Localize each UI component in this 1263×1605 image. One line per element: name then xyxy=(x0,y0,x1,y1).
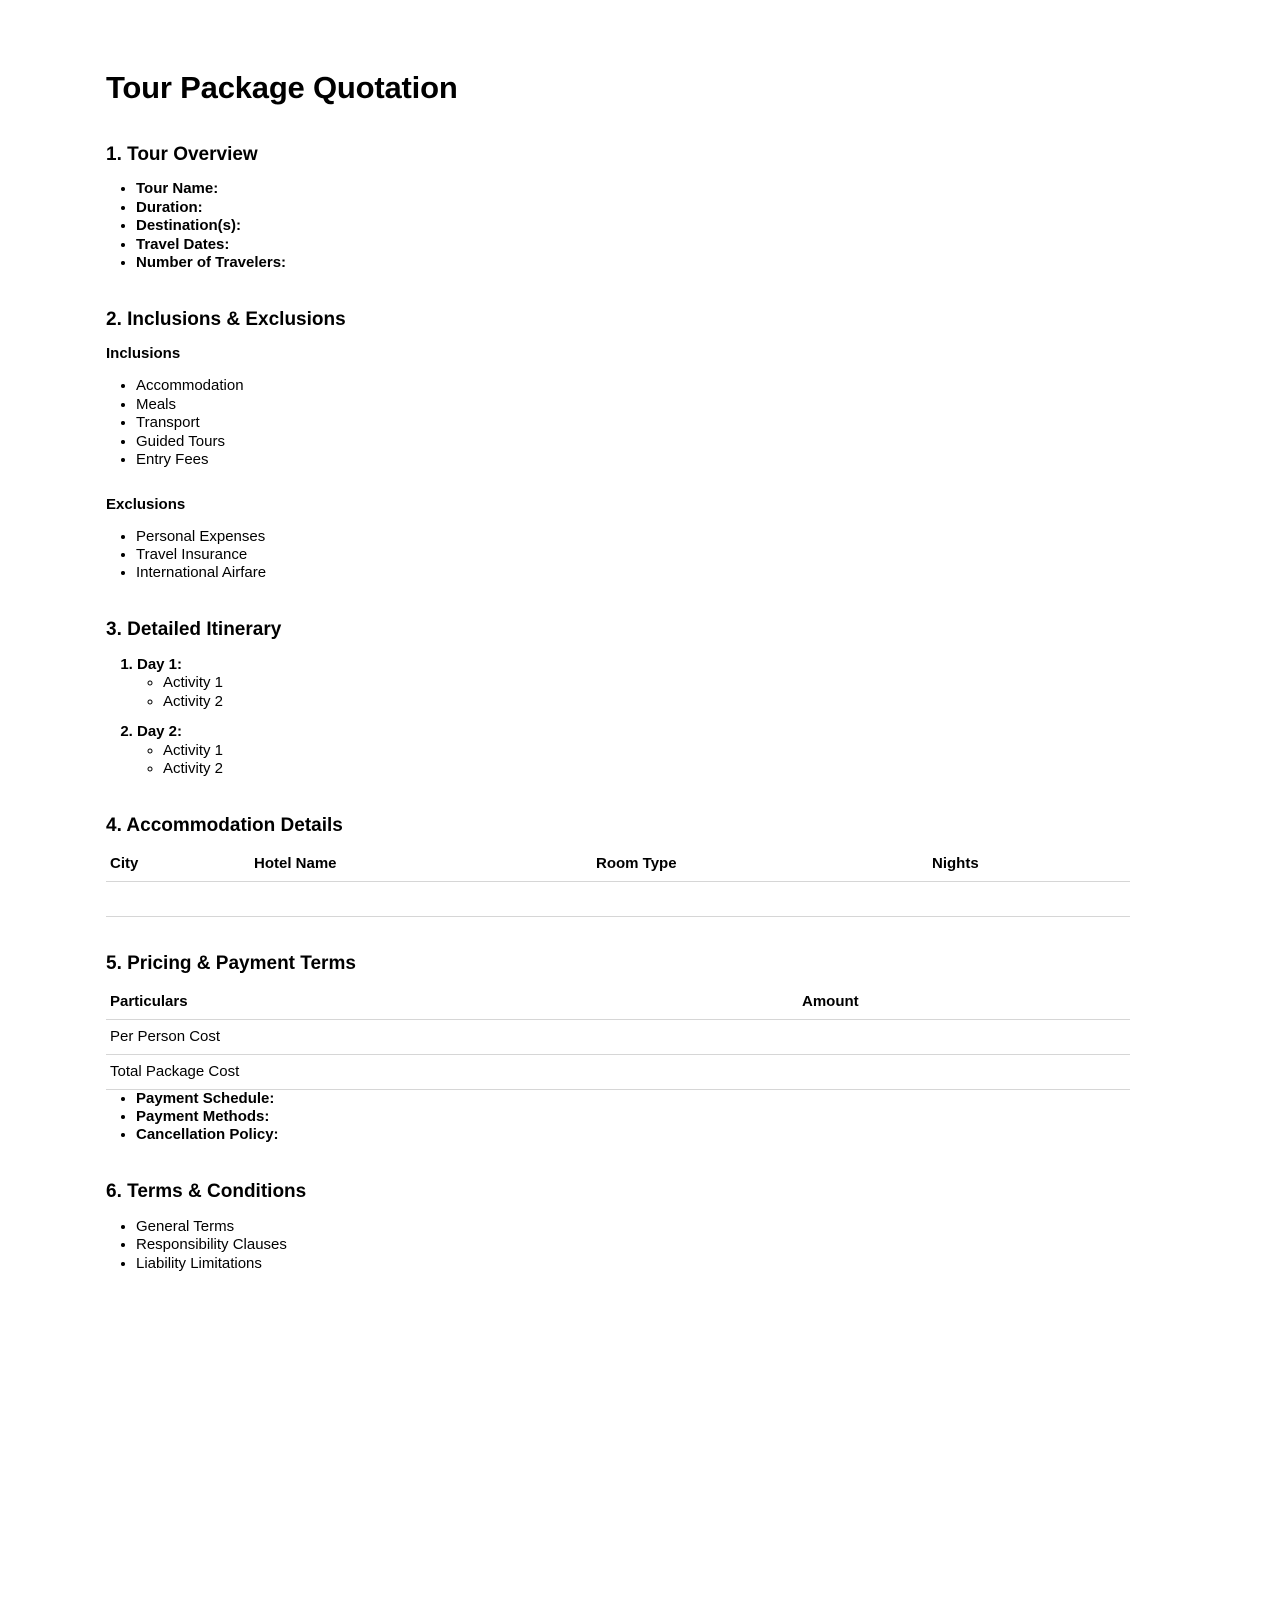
list-item: ◦ Activity 1 xyxy=(163,674,1157,693)
cell-particulars: Total Package Cost xyxy=(106,1054,798,1089)
subheading-inclusions: Inclusions xyxy=(106,345,181,363)
list-item: • Travel Insurance xyxy=(136,546,1157,564)
section-tour-overview xyxy=(106,144,1157,273)
list-item: • Payment Schedule: xyxy=(136,1090,1157,1108)
itinerary-day-label: Day 1: xyxy=(137,655,183,673)
cell-city xyxy=(106,881,250,916)
list-item: • Liability Limitations xyxy=(136,1255,1157,1273)
pricing-table-body xyxy=(106,1019,1130,1089)
list-item: • Tour Name: xyxy=(136,180,1157,198)
section-accommodation-details xyxy=(106,815,1157,917)
itinerary-day-list xyxy=(106,656,1157,779)
inclusions-block xyxy=(106,345,1157,469)
accommodation-table-head xyxy=(106,852,1130,882)
table-header-row xyxy=(106,852,1130,882)
accommodation-table xyxy=(106,852,1130,917)
section-inclusions-exclusions xyxy=(106,309,1157,583)
list-item: • Travel Dates: xyxy=(136,236,1157,254)
inclusions-list xyxy=(106,377,1157,469)
cell-particulars: Per Person Cost xyxy=(106,1019,798,1054)
list-item: ◦ Activity 2 xyxy=(163,693,1157,712)
pricing-table-wrapper xyxy=(106,990,1157,1090)
list-item: • General Terms xyxy=(136,1218,1157,1236)
cell-amount xyxy=(798,1054,1130,1089)
pricing-table xyxy=(106,990,1130,1090)
column-header-room-type: Room Type xyxy=(592,852,928,882)
exclusions-list xyxy=(106,528,1157,583)
subheading-exclusions: Exclusions xyxy=(106,495,186,513)
cell-nights xyxy=(928,881,1130,916)
column-header-amount: Amount xyxy=(798,990,1130,1020)
table-row xyxy=(106,1019,1130,1054)
list-item: • Payment Methods: xyxy=(136,1108,1157,1126)
section-heading-tour-overview: 1. Tour Overview xyxy=(106,143,258,165)
itinerary-day-label: Day 2: xyxy=(137,723,183,741)
section-heading-pricing-payment-terms: 5. Pricing & Payment Terms xyxy=(106,952,356,974)
list-item: • Duration: xyxy=(136,199,1157,217)
table-row xyxy=(106,1054,1130,1089)
list-item: • Entry Fees xyxy=(136,451,1157,469)
column-header-hotel-name: Hotel Name xyxy=(250,852,592,882)
cell-room-type xyxy=(592,881,928,916)
column-header-city: City xyxy=(106,852,250,882)
page-title: Tour Package Quotation xyxy=(106,70,458,105)
terms-conditions-list xyxy=(106,1218,1157,1273)
list-item: ◦ Activity 2 xyxy=(163,760,1157,779)
list-item: • Number of Travelers: xyxy=(136,254,1157,272)
list-item: • Accommodation xyxy=(136,377,1157,395)
cell-amount xyxy=(798,1019,1130,1054)
tour-overview-field-list xyxy=(106,180,1157,272)
exclusions-block xyxy=(106,496,1157,583)
table-row xyxy=(106,881,1130,916)
section-heading-detailed-itinerary: 3. Detailed Itinerary xyxy=(106,618,282,640)
list-item: • Transport xyxy=(136,414,1157,432)
payment-terms-list xyxy=(106,1090,1157,1145)
list-item: • Meals xyxy=(136,396,1157,414)
section-terms-conditions xyxy=(106,1181,1157,1273)
pricing-table-head xyxy=(106,990,1130,1020)
itinerary-day xyxy=(137,723,1157,779)
section-heading-accommodation-details: 4. Accommodation Details xyxy=(106,814,343,836)
column-header-nights: Nights xyxy=(928,852,1130,882)
column-header-particulars: Particulars xyxy=(106,990,798,1020)
list-item: • Personal Expenses xyxy=(136,528,1157,546)
section-heading-inclusions-exclusions: 2. Inclusions & Exclusions xyxy=(106,308,346,330)
section-pricing-payment-terms xyxy=(106,953,1157,1145)
itinerary-activity-list xyxy=(137,742,1157,779)
accommodation-table-body xyxy=(106,881,1130,916)
itinerary-activity-list xyxy=(137,674,1157,711)
section-heading-terms-conditions: 6. Terms & Conditions xyxy=(106,1180,307,1202)
list-item: • Cancellation Policy: xyxy=(136,1126,1157,1144)
accommodation-table-wrapper xyxy=(106,852,1157,917)
list-item: • Destination(s): xyxy=(136,217,1157,235)
list-item: ◦ Activity 1 xyxy=(163,742,1157,761)
section-detailed-itinerary xyxy=(106,619,1157,779)
list-item: • Guided Tours xyxy=(136,433,1157,451)
list-item: • Responsibility Clauses xyxy=(136,1236,1157,1254)
list-item: • International Airfare xyxy=(136,564,1157,582)
table-header-row xyxy=(106,990,1130,1020)
cell-hotel-name xyxy=(250,881,592,916)
itinerary-day xyxy=(137,656,1157,712)
